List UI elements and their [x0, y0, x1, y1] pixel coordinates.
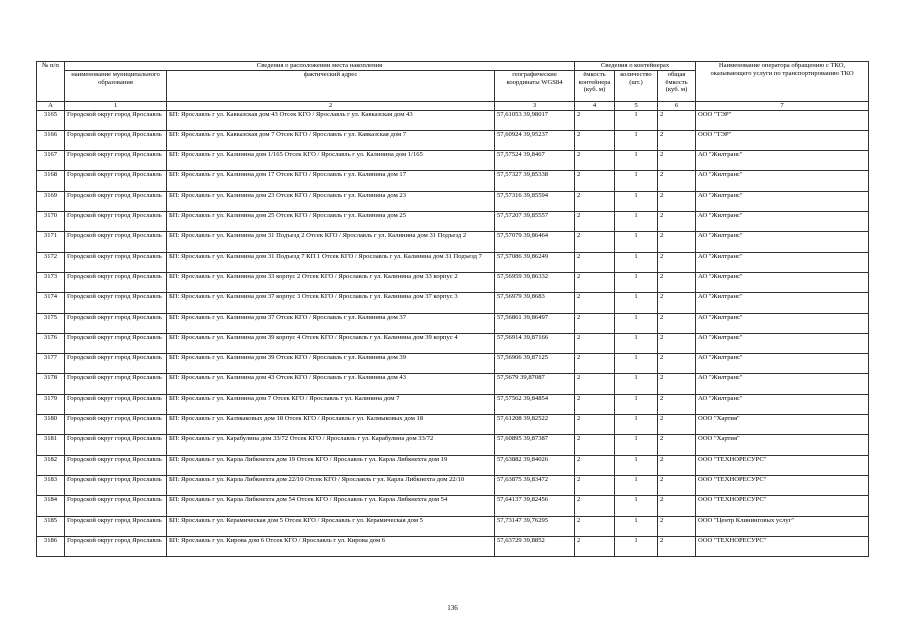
- cell-operator: ООО "ТЕХНОРЕСУРС": [696, 475, 869, 495]
- cell-address: БП: Ярославль г ул. Кавказская дом 43 Отсек КГО / Ярославль г ул. Кавказская дом 43: [167, 110, 495, 130]
- cell-capacity: 2: [575, 333, 615, 353]
- cell-count: 1: [615, 293, 658, 313]
- table-row: [37, 151, 869, 171]
- cell-address: БП: Ярославль г ул. Калмыковых дом 18 Отсек КГО / Ярославль г ул. Калмыковых дом 18: [167, 415, 495, 435]
- index-cell: 6: [658, 102, 696, 111]
- cell-total: 2: [658, 394, 696, 414]
- cell-number: 3184: [37, 496, 65, 516]
- cell-total: 2: [658, 536, 696, 556]
- index-cell: 1: [65, 102, 167, 111]
- cell-coordinates: 57,56906 39,87125: [495, 354, 575, 374]
- cell-operator: АО "Жилтранс": [696, 374, 869, 394]
- cell-municipality: Городской округ город Ярославль: [65, 232, 167, 252]
- cell-address: БП: Ярославль г ул. Керамическая дом 5 Отсек КГО / Ярославль г ул. Керамическая дом 5: [167, 516, 495, 536]
- page-number: 136: [447, 604, 458, 612]
- cell-number: 3179: [37, 394, 65, 414]
- cell-count: 1: [615, 475, 658, 495]
- table-row: [37, 191, 869, 211]
- index-cell: 5: [615, 102, 658, 111]
- cell-capacity: 2: [575, 151, 615, 171]
- index-cell: А: [37, 102, 65, 111]
- cell-address: БП: Ярославль г ул. Калинина дом 31 Подъезд 7 КП 1 Отсек КГО / Ярославль г ул. Калинина дом 31 Подъезд 7: [167, 252, 495, 272]
- cell-municipality: Городской округ город Ярославль: [65, 516, 167, 536]
- cell-municipality: Городской округ город Ярославль: [65, 394, 167, 414]
- table-row: [37, 354, 869, 374]
- cell-number: 3172: [37, 252, 65, 272]
- table-row: [37, 516, 869, 536]
- cell-address: БП: Ярославль г ул. Карла Либкнехта дом 54 Отсек КГО / Ярославль г ул. Карла Либкнехта дом 54: [167, 496, 495, 516]
- cell-total: 2: [658, 516, 696, 536]
- cell-number: 3177: [37, 354, 65, 374]
- cell-municipality: Городской округ город Ярославль: [65, 293, 167, 313]
- cell-count: 1: [615, 354, 658, 374]
- cell-count: 1: [615, 333, 658, 353]
- cell-number: 3181: [37, 435, 65, 455]
- header-containers-group: Сведения о контейнерах: [575, 62, 696, 71]
- cell-coordinates: 57,56861 39,86497: [495, 313, 575, 333]
- cell-municipality: Городской округ город Ярославль: [65, 435, 167, 455]
- cell-number: 3185: [37, 516, 65, 536]
- cell-count: 1: [615, 374, 658, 394]
- cell-capacity: 2: [575, 313, 615, 333]
- table-row: [37, 455, 869, 475]
- cell-capacity: 2: [575, 110, 615, 130]
- table-row: [37, 475, 869, 495]
- cell-total: 2: [658, 252, 696, 272]
- cell-capacity: 2: [575, 354, 615, 374]
- cell-address: БП: Ярославль г ул. Карла Либкнехта дом 19 Отсек КГО / Ярославль г ул. Карла Либкнехта дом 19: [167, 455, 495, 475]
- cell-municipality: Городской округ город Ярославль: [65, 374, 167, 394]
- cell-total: 2: [658, 374, 696, 394]
- cell-coordinates: 57,56979 39,8683: [495, 293, 575, 313]
- cell-total: 2: [658, 435, 696, 455]
- cell-coordinates: 57,60924 39,95237: [495, 130, 575, 150]
- cell-operator: АО "Жилтранс": [696, 313, 869, 333]
- cell-address: БП: Ярославль г ул. Кавказская дом 7 Отсек КГО / Ярославль г ул. Кавказская дом 7: [167, 130, 495, 150]
- cell-capacity: 2: [575, 475, 615, 495]
- cell-municipality: Городской округ город Ярославль: [65, 151, 167, 171]
- cell-number: 3171: [37, 232, 65, 252]
- cell-municipality: Городской округ город Ярославль: [65, 536, 167, 556]
- cell-total: 2: [658, 272, 696, 292]
- cell-operator: ООО "ТЕХНОРЕСУРС": [696, 536, 869, 556]
- cell-number: 3170: [37, 212, 65, 232]
- cell-count: 1: [615, 191, 658, 211]
- cell-coordinates: 57,57316 39,85594: [495, 191, 575, 211]
- cell-total: 2: [658, 475, 696, 495]
- cell-count: 1: [615, 272, 658, 292]
- cell-number: 3166: [37, 130, 65, 150]
- cell-operator: АО "Жилтранс": [696, 293, 869, 313]
- cell-operator: АО "Жилтранс": [696, 252, 869, 272]
- cell-coordinates: 57,61053 39,98017: [495, 110, 575, 130]
- cell-count: 1: [615, 232, 658, 252]
- header-capacity: ёмкость контейнера (куб. м): [575, 71, 615, 102]
- cell-number: 3173: [37, 272, 65, 292]
- cell-capacity: 2: [575, 191, 615, 211]
- cell-address: БП: Ярославль г ул. Калинина дом 37 Отсек КГО / Ярославль г ул. Калинина дом 37: [167, 313, 495, 333]
- index-cell: 4: [575, 102, 615, 111]
- cell-count: 1: [615, 313, 658, 333]
- table-header: [37, 62, 869, 111]
- table-row: [37, 435, 869, 455]
- cell-operator: ООО "ТЕХНОРЕСУРС": [696, 496, 869, 516]
- table-row: [37, 130, 869, 150]
- table-row: [37, 496, 869, 516]
- cell-total: 2: [658, 212, 696, 232]
- cell-number: 3169: [37, 191, 65, 211]
- table-row: [37, 536, 869, 556]
- cell-total: 2: [658, 110, 696, 130]
- table-row: [37, 374, 869, 394]
- cell-coordinates: 57,57086 39,86249: [495, 252, 575, 272]
- cell-municipality: Городской округ город Ярославль: [65, 475, 167, 495]
- cell-capacity: 2: [575, 394, 615, 414]
- table-row: [37, 252, 869, 272]
- cell-capacity: 2: [575, 212, 615, 232]
- cell-address: БП: Ярославль г ул. Калинина дом 1/165 Отсек КГО / Ярославль г ул. Калинина дом 1/165: [167, 151, 495, 171]
- cell-coordinates: 57,56959 39,86332: [495, 272, 575, 292]
- cell-coordinates: 57,57524 39,8467: [495, 151, 575, 171]
- cell-capacity: 2: [575, 272, 615, 292]
- registry-sheet: [36, 61, 868, 557]
- cell-number: 3182: [37, 455, 65, 475]
- cell-capacity: 2: [575, 130, 615, 150]
- cell-operator: АО "Жилтранс": [696, 394, 869, 414]
- cell-operator: АО "Жилтранс": [696, 272, 869, 292]
- cell-count: 1: [615, 394, 658, 414]
- cell-number: 3174: [37, 293, 65, 313]
- header-operator: Наименование оператора обращению с ТКО, оказывающего услуги по транспортированию ТКО: [696, 62, 869, 102]
- cell-number: 3165: [37, 110, 65, 130]
- cell-coordinates: 57,61208 39,82522: [495, 415, 575, 435]
- cell-capacity: 2: [575, 252, 615, 272]
- cell-total: 2: [658, 293, 696, 313]
- table-row: [37, 333, 869, 353]
- cell-total: 2: [658, 232, 696, 252]
- header-coords: географические координаты WGS84: [495, 71, 575, 102]
- cell-capacity: 2: [575, 536, 615, 556]
- header-location-group: Сведения о расположении места накопления: [65, 62, 575, 71]
- cell-count: 1: [615, 415, 658, 435]
- cell-operator: ООО "Центр Клининговых услуг": [696, 516, 869, 536]
- header-num: № п/п: [37, 62, 65, 102]
- cell-capacity: 2: [575, 516, 615, 536]
- cell-coordinates: 57,63875 39,83472: [495, 475, 575, 495]
- cell-number: 3180: [37, 415, 65, 435]
- registry-table: [36, 61, 869, 557]
- table-row: [37, 272, 869, 292]
- cell-count: 1: [615, 455, 658, 475]
- cell-address: БП: Ярославль г ул. Карла Либкнехта дом 22/10 Отсек КГО / Ярославль г ул. Карла Либкнехта дом 22/10: [167, 475, 495, 495]
- cell-capacity: 2: [575, 435, 615, 455]
- table-row: [37, 415, 869, 435]
- cell-count: 1: [615, 171, 658, 191]
- cell-total: 2: [658, 496, 696, 516]
- cell-total: 2: [658, 171, 696, 191]
- cell-operator: АО "Жилтранс": [696, 212, 869, 232]
- table-body: [37, 110, 869, 557]
- cell-total: 2: [658, 151, 696, 171]
- table-row: [37, 232, 869, 252]
- cell-count: 1: [615, 496, 658, 516]
- cell-count: 1: [615, 130, 658, 150]
- cell-number: 3167: [37, 151, 65, 171]
- cell-total: 2: [658, 415, 696, 435]
- cell-count: 1: [615, 212, 658, 232]
- cell-total: 2: [658, 455, 696, 475]
- cell-count: 1: [615, 110, 658, 130]
- header-municipality: наименование муниципального образования: [65, 71, 167, 102]
- cell-address: БП: Ярославль г ул. Калинина дом 23 Отсек КГО / Ярославль г ул. Калинина дом 23: [167, 191, 495, 211]
- cell-capacity: 2: [575, 496, 615, 516]
- cell-municipality: Городской округ город Ярославль: [65, 130, 167, 150]
- cell-address: БП: Ярославль г ул. Калинина дом 43 Отсек КГО / Ярославль г ул. Калинина дом 43: [167, 374, 495, 394]
- cell-total: 2: [658, 333, 696, 353]
- cell-total: 2: [658, 354, 696, 374]
- table-row: [37, 212, 869, 232]
- cell-municipality: Городской округ город Ярославль: [65, 333, 167, 353]
- cell-municipality: Городской округ город Ярославль: [65, 110, 167, 130]
- cell-address: БП: Ярославль г ул. Калинина дом 39 корпус 4 Отсек КГО / Ярославль г ул. Калинина дом 39 корпус 4: [167, 333, 495, 353]
- cell-municipality: Городской округ город Ярославль: [65, 212, 167, 232]
- cell-capacity: 2: [575, 293, 615, 313]
- cell-count: 1: [615, 252, 658, 272]
- cell-municipality: Городской округ город Ярославль: [65, 313, 167, 333]
- cell-municipality: Городской округ город Ярославль: [65, 455, 167, 475]
- cell-municipality: Городской округ город Ярославль: [65, 191, 167, 211]
- cell-address: БП: Ярославль г ул. Калинина дом 31 Подъезд 2 Отсек КГО / Ярославль г ул. Калинина дом 31 Подъезд 2: [167, 232, 495, 252]
- cell-number: 3168: [37, 171, 65, 191]
- cell-operator: ООО "Хартия": [696, 435, 869, 455]
- header-count: количество (шт.): [615, 71, 658, 102]
- cell-coordinates: 57,73147 39,76295: [495, 516, 575, 536]
- cell-operator: ООО "ТЕХНОРЕСУРС": [696, 455, 869, 475]
- index-cell: 2: [167, 102, 495, 111]
- cell-capacity: 2: [575, 232, 615, 252]
- cell-coordinates: 57,63882 39,84026: [495, 455, 575, 475]
- index-cell: 7: [696, 102, 869, 111]
- cell-operator: АО "Жилтранс": [696, 354, 869, 374]
- cell-total: 2: [658, 313, 696, 333]
- cell-count: 1: [615, 516, 658, 536]
- table-row: [37, 394, 869, 414]
- cell-operator: АО "Жилтранс": [696, 171, 869, 191]
- cell-address: БП: Ярославль г ул. Калинина дом 25 Отсек КГО / Ярославль г ул. Калинина дом 25: [167, 212, 495, 232]
- cell-address: БП: Ярославль г ул. Кирова дом 6 Отсек КГО / Ярославль г ул. Кирова дом 6: [167, 536, 495, 556]
- cell-coordinates: 57,57079 39,86464: [495, 232, 575, 252]
- cell-municipality: Городской округ город Ярославль: [65, 496, 167, 516]
- cell-operator: ООО "ТЭР": [696, 130, 869, 150]
- header-index-row: [37, 102, 869, 111]
- cell-address: БП: Ярославль г ул. Карабулина дом 33/72 Отсек КГО / Ярославль г ул. Карабулина дом 33/72: [167, 435, 495, 455]
- cell-coordinates: 57,57207 39,85557: [495, 212, 575, 232]
- table-row: [37, 110, 869, 130]
- cell-address: БП: Ярославль г ул. Калинина дом 17 Отсек КГО / Ярославль г ул. Калинина дом 17: [167, 171, 495, 191]
- cell-number: 3175: [37, 313, 65, 333]
- cell-address: БП: Ярославль г ул. Калинина дом 39 Отсек КГО / Ярославль г ул. Калинина дом 39: [167, 354, 495, 374]
- table-row: [37, 171, 869, 191]
- cell-count: 1: [615, 536, 658, 556]
- cell-operator: АО "Жилтранс": [696, 232, 869, 252]
- cell-number: 3178: [37, 374, 65, 394]
- cell-coordinates: 57,64137 39,82456: [495, 496, 575, 516]
- cell-total: 2: [658, 130, 696, 150]
- cell-capacity: 2: [575, 415, 615, 435]
- cell-address: БП: Ярославль г ул. Калинина дом 7 Отсек КГО / Ярославль г ул. Калинина дом 7: [167, 394, 495, 414]
- header-total: общая ёмкость (куб. м): [658, 71, 696, 102]
- cell-number: 3186: [37, 536, 65, 556]
- cell-capacity: 2: [575, 171, 615, 191]
- cell-capacity: 2: [575, 455, 615, 475]
- cell-municipality: Городской округ город Ярославль: [65, 252, 167, 272]
- cell-number: 3176: [37, 333, 65, 353]
- cell-operator: АО "Жилтранс": [696, 333, 869, 353]
- table-row: [37, 313, 869, 333]
- cell-coordinates: 57,56914 39,87166: [495, 333, 575, 353]
- cell-address: БП: Ярославль г ул. Калинина дом 33 корпус 2 Отсек КГО / Ярославль г ул. Калинина дом 33 корпус 2: [167, 272, 495, 292]
- cell-municipality: Городской округ город Ярославль: [65, 354, 167, 374]
- cell-capacity: 2: [575, 374, 615, 394]
- cell-municipality: Городской округ город Ярославль: [65, 415, 167, 435]
- cell-coordinates: 57,5679 39,87087: [495, 374, 575, 394]
- cell-operator: ООО "ТЭР": [696, 110, 869, 130]
- cell-municipality: Городской округ город Ярославль: [65, 272, 167, 292]
- cell-operator: АО "Жилтранс": [696, 191, 869, 211]
- index-cell: 3: [495, 102, 575, 111]
- cell-coordinates: 57,57327 39,85338: [495, 171, 575, 191]
- cell-total: 2: [658, 191, 696, 211]
- cell-count: 1: [615, 151, 658, 171]
- cell-operator: ООО "Хартия": [696, 415, 869, 435]
- cell-coordinates: 57,60895 39,87387: [495, 435, 575, 455]
- cell-coordinates: 57,57562 39,84854: [495, 394, 575, 414]
- header-address: фактический адрес: [167, 71, 495, 102]
- cell-number: 3183: [37, 475, 65, 495]
- cell-operator: АО "Жилтранс": [696, 151, 869, 171]
- cell-address: БП: Ярославль г ул. Калинина дом 37 корпус 3 Отсек КГО / Ярославль г ул. Калинина дом 37 корпус 3: [167, 293, 495, 313]
- cell-coordinates: 57,63729 39,8852: [495, 536, 575, 556]
- table-row: [37, 293, 869, 313]
- cell-municipality: Городской округ город Ярославль: [65, 171, 167, 191]
- cell-count: 1: [615, 435, 658, 455]
